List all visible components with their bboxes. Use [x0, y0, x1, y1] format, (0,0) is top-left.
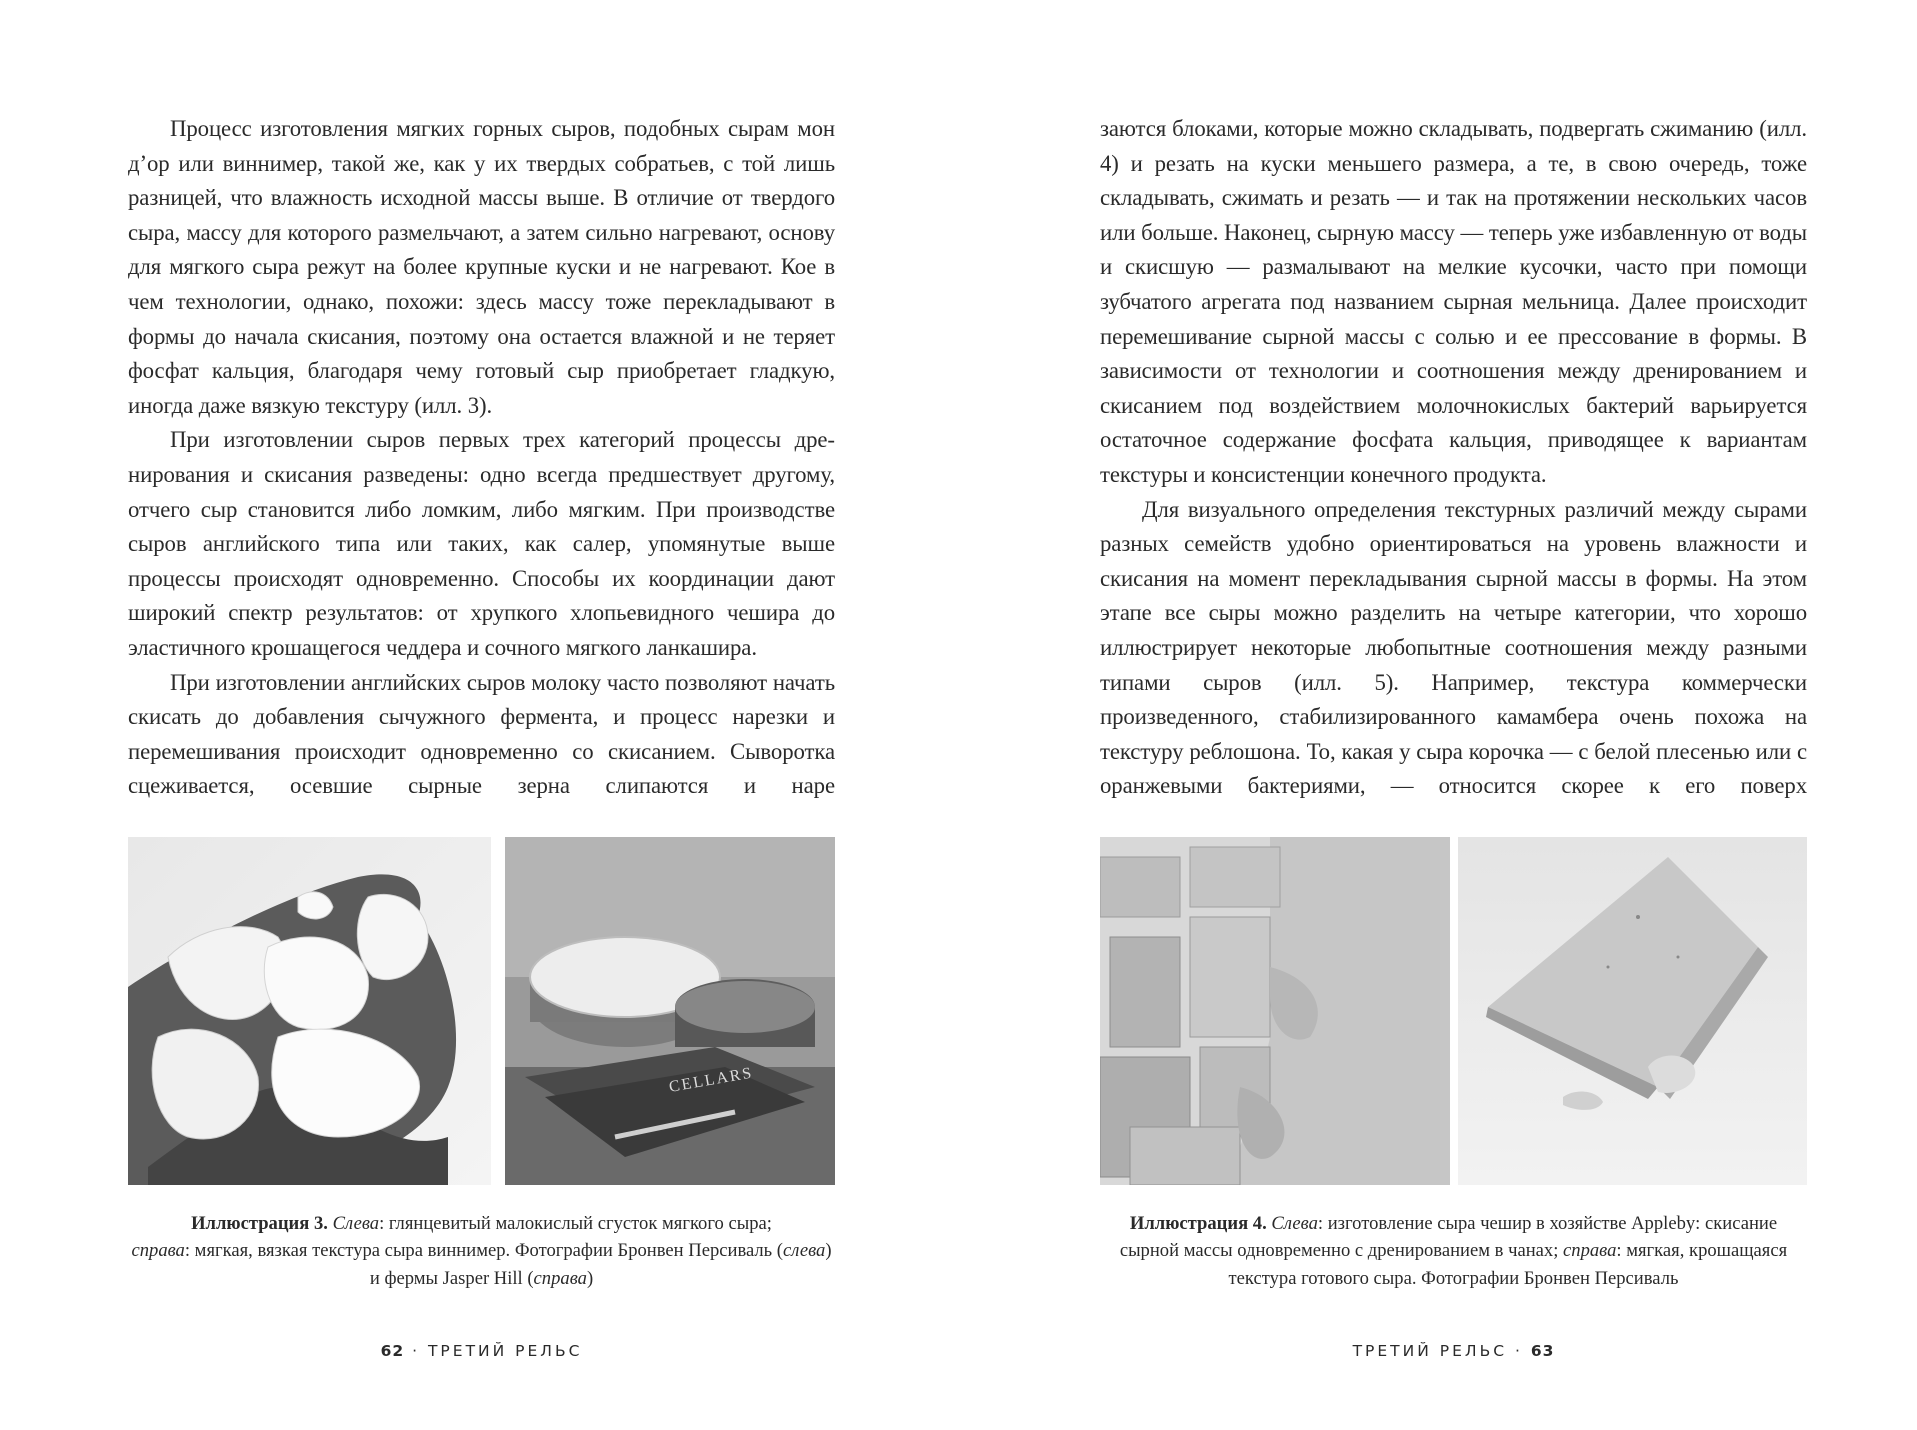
right-body-text	[1100, 112, 1807, 804]
caption-text: : мягкая, вязкая текстура сыра виннимер. Фотографии Бронвен Персиваль (	[184, 1240, 783, 1262]
illustration-4-caption	[1100, 1210, 1807, 1292]
photo-soft-curd-in-hand	[128, 837, 491, 1185]
right-folio	[1100, 1342, 1807, 1360]
caption-word: слева	[783, 1240, 826, 1262]
paragraph: При изготовлении английских сыров молоку часто позволяют начать скисать до добавления сычужного фермента, и процесс нарезки и перемешивания происходит одновременно со скисанием. Сыворотка сцеживается, осевшие сырные зерна слипаются и наре	[128, 669, 835, 799]
illustration-3-photos	[128, 837, 835, 1185]
photo-winnimere-cheese	[505, 837, 835, 1185]
illustration-4-photos	[1100, 837, 1807, 1185]
caption-word: Слева	[332, 1213, 380, 1234]
left-page	[128, 0, 835, 1430]
paragraph: Процесс изготовления мягких горных сыров, подобных сырам мон д’ор или виннимер, такой же, как у их твердых собратьев, с той лишь разницей, что влажность исходной массы выше. В отличие от твердого сыра, массу для которого размельчают, а затем сильно нагревают, основу для мягкого сыра режут на более крупные куски и не нагревают. Кое в чем технологии, однако, похожи: здесь массу тоже перекладывают в формы до начала скисания, поэтому она остается влажной и не теряет фосфат кальция, благодаря чему готовый сыр приобретает гладкую, иногда даже вязкую текстуру (илл. 3).	[128, 116, 835, 418]
caption-word: справа	[131, 1240, 185, 1262]
running-head: ТРЕТИЙ РЕЛЬС	[427, 1342, 583, 1360]
folio-separator: ·	[1514, 1342, 1523, 1360]
caption-word: Слева	[1271, 1213, 1318, 1234]
paragraph: Для визуального определения текстурных различий между сырами разных семейств удобно ориентироваться на уровень влажности и скисания на момент перекладывания сырной массы в формы. На этом этапе все сыры можно разделить на четыре категории, что хорошо иллюстрирует некоторые любопытные соотношения между разными типами сыров (илл. 5). Например, текстура коммерчески произведенного, стабилизированного камамбера очень похожа на текстуру реблошона. То, какая у сыра корочка — с белой плесенью или с оранжевыми бактериями, — относится скорее к его поверх	[1100, 496, 1807, 799]
caption-text: )	[586, 1267, 594, 1289]
photo-crumbly-cheese-wedge	[1458, 837, 1807, 1185]
caption-text: : мягкая, крошащаяся текстура готового сыра. Фотографии Бронвен Персиваль	[1228, 1240, 1788, 1289]
caption-text: : глянцевитый малокислый сгусток мягкого сыра;	[379, 1213, 772, 1234]
page-number: 62	[380, 1342, 405, 1360]
running-head: ТРЕТИЙ РЕЛЬС	[1352, 1342, 1508, 1360]
left-folio	[128, 1342, 835, 1360]
paragraph: При изготовлении сыров первых трех категорий процессы дренирования и скисания разведены: одно всегда предшествует другому, отчего сыр становится либо ломким, либо мягким. При производстве сыров английского типа или таких, как салер, упомянутые выше процессы происходят одновременно. Способы их координации дают широкий спектр результатов: от хрупкого хлопьевидного чешира до эластичного крошащегося чеддера и сочного мягкого ланкашира.	[128, 427, 835, 660]
caption-text: ) и фермы Jasper Hill (	[369, 1240, 832, 1289]
caption-text: : изготовление сыра чешир в хозяйстве Appleby: скисание сырной массы одновременно с дренированием в чанах;	[1119, 1213, 1778, 1262]
photo-cheshire-curd-in-vat	[1100, 837, 1450, 1185]
page-number: 63	[1530, 1342, 1555, 1360]
right-page	[1100, 0, 1807, 1430]
left-body-text	[128, 112, 835, 804]
caption-label: Иллюстрация 3.	[191, 1213, 328, 1234]
paragraph: заются блоками, которые можно складывать, подвергать сжиманию (илл. 4) и резать на куски меньшего размера, а те, в свою очередь, тоже складывать, сжимать и резать — и так на протяжении нескольких часов или больше. Наконец, сырную массу — теперь уже избавленную от воды и скисшую — размалывают на мелкие кусочки, часто при помощи зубчатого агрегата под названием сырная мельница. Далее происходит перемешивание сырной массы с солью и ее прессование в формы. В зависимости от технологии и соотношения между дренированием и скисанием под воздействием молочнокислых бактерий варьируется остаточное содержание фосфата кальция, приводящее к вариантам текстуры и консистенции конечного продукта.	[1100, 116, 1807, 487]
caption-word: справа	[1563, 1240, 1617, 1262]
illustration-3-caption	[128, 1210, 835, 1292]
folio-separator: ·	[412, 1342, 421, 1360]
cellars-label: CELLARS	[667, 1064, 755, 1096]
caption-word: справа	[533, 1267, 587, 1289]
caption-label: Иллюстрация 4.	[1129, 1213, 1267, 1234]
